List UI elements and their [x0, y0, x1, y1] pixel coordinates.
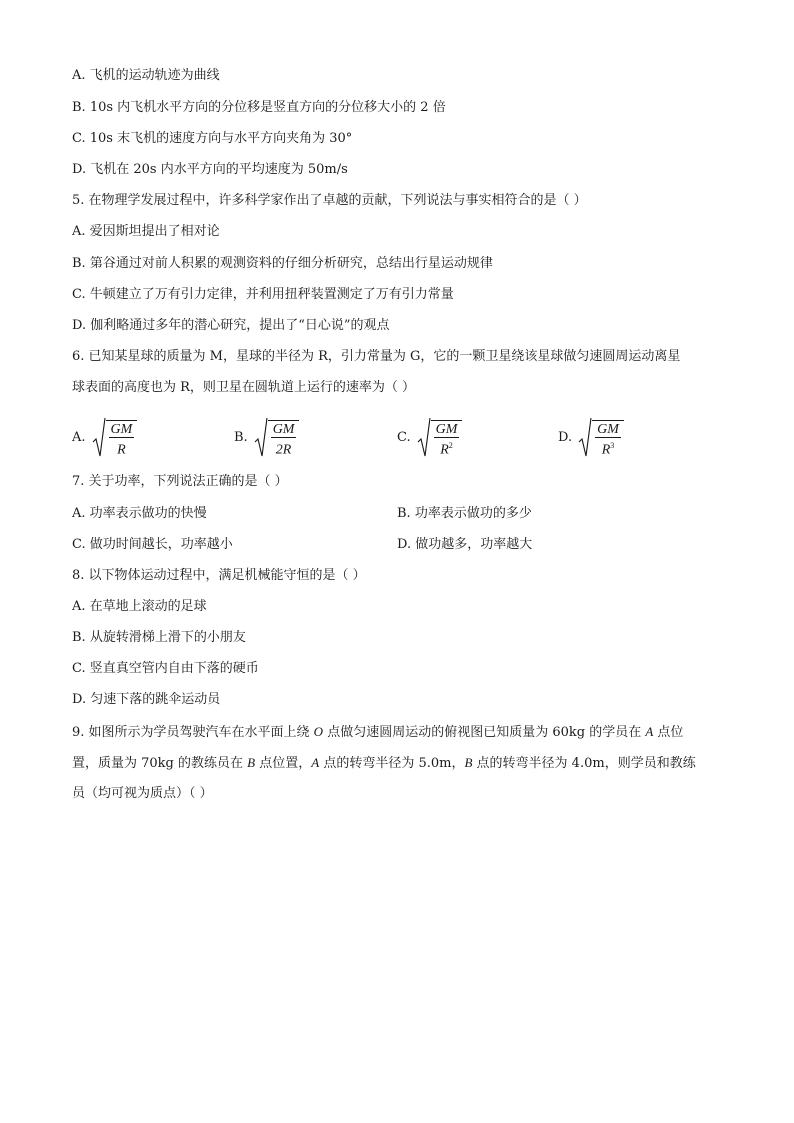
q7-option-c: C. 做功时间越长，功率越小 — [72, 537, 233, 552]
q5-option-b: B. 第谷通过对前人积累的观测资料的仔细分析研究，总结出行星运动规律 — [72, 256, 493, 271]
q5-option-d: D. 伽利略通过多年的潜心研究，提出了“日心说”的观点 — [72, 318, 390, 333]
q7-option-b: B. 功率表示做功的多少 — [397, 506, 532, 521]
q4-option-c: C. 10s 末飞机的速度方向与水平方向夹角为 30° — [72, 131, 353, 146]
q6-numerator-a: GM — [110, 422, 133, 437]
point-a-label: A — [645, 724, 654, 739]
q8-option-a: A. 在草地上滚动的足球 — [72, 599, 207, 614]
q7-option-d: D. 做功越多，功率越大 — [397, 537, 533, 552]
sqrt-sign-icon — [92, 416, 138, 458]
q8-option-d: D. 匀速下落的跳伞运动员 — [72, 692, 221, 707]
q4-option-a: A. 飞机的运动轨迹为曲线 — [72, 68, 220, 83]
q9-stem-line2: 置，质量为 70kg 的教练员在 B 点位置，A 点的转弯半径为 5.0m，B 点的转弯半径为 4.0m，则学员和教练 — [72, 755, 696, 771]
q6-denominator-d: $R^3$ — [601, 441, 615, 458]
q6-fraction-b — [268, 420, 300, 458]
q6-option-c-label: C. — [397, 429, 411, 445]
q6-fraction-a — [106, 420, 138, 458]
q6-denominator-b: 2R — [275, 442, 292, 458]
q6-option-a — [72, 412, 137, 462]
q8-option-c: C. 竖直真空管内自由下落的硬币 — [72, 661, 259, 676]
q6-option-c — [397, 412, 462, 462]
q6-option-d — [558, 412, 624, 462]
q7-options-row-2 — [72, 537, 732, 553]
q6-numerator-c: GM — [435, 422, 458, 437]
sqrt-sign-icon — [254, 416, 300, 458]
q6-option-b-label: B. — [234, 429, 248, 445]
point-b-label: B — [464, 755, 473, 770]
q6-option-b — [234, 412, 299, 462]
sqrt-sign-icon — [417, 416, 463, 458]
q6-fraction-c — [431, 420, 463, 458]
q6-numerator-b: GM — [272, 422, 295, 437]
q6-option-a-label: A. — [72, 429, 86, 445]
q7-stem: 7. 关于功率，下列说法正确的是（ ） — [72, 474, 288, 489]
q6-fraction-d — [592, 420, 624, 458]
q9-stem-line1: 9. 如图所示为学员驾驶汽车在水平面上绕 O 点做匀速圆周运动的俯视图已知质量为 60kg 的学员在 A 点位 — [72, 724, 684, 740]
q6-stem-line1: 6. 已知某星球的质量为 M，星球的半径为 R，引力常量为 G，它的一颗卫星绕该星球做匀速圆周运动离星 — [72, 349, 681, 364]
q6-numerator-d: GM — [597, 422, 619, 437]
q5-stem: 5. 在物理学发展过程中，许多科学家作出了卓越的贡献，下列说法与事实相符合的是（ ） — [72, 193, 587, 208]
q6-option-d-label: D. — [558, 429, 573, 445]
q4-option-d: D. 飞机在 20s 内水平方向的平均速度为 50m/s — [72, 162, 348, 177]
q9-stem-line3: 员（均可视为质点）（ ） — [72, 786, 213, 801]
q6-denominator-c: $R^2$ — [440, 441, 453, 458]
point-b-label: B — [247, 755, 256, 770]
q7-options-row-1 — [72, 506, 732, 522]
q5-option-a: A. 爱因斯坦提出了相对论 — [72, 224, 220, 239]
point-o-label: O — [313, 724, 324, 739]
q6-formula-options — [72, 412, 732, 462]
sqrt-sign-icon — [578, 416, 624, 458]
q5-option-c: C. 牛顿建立了万有引力定律，并利用扭秤装置测定了万有引力常量 — [72, 287, 454, 302]
q8-option-b: B. 从旋转滑梯上滑下的小朋友 — [72, 630, 246, 645]
point-a-label: A — [311, 755, 320, 770]
q8-stem: 8. 以下物体运动过程中，满足机械能守恒的是（ ） — [72, 568, 366, 583]
q7-option-a: A. 功率表示做功的快慢 — [72, 506, 207, 521]
q6-denominator-a: R — [117, 442, 126, 458]
q4-option-b: B. 10s 内飞机水平方向的分位移是竖直方向的分位移大小的 2 倍 — [72, 100, 446, 115]
q6-stem-line2: 球表面的高度也为 R，则卫星在圆轨道上运行的速率为（ ） — [72, 380, 416, 395]
